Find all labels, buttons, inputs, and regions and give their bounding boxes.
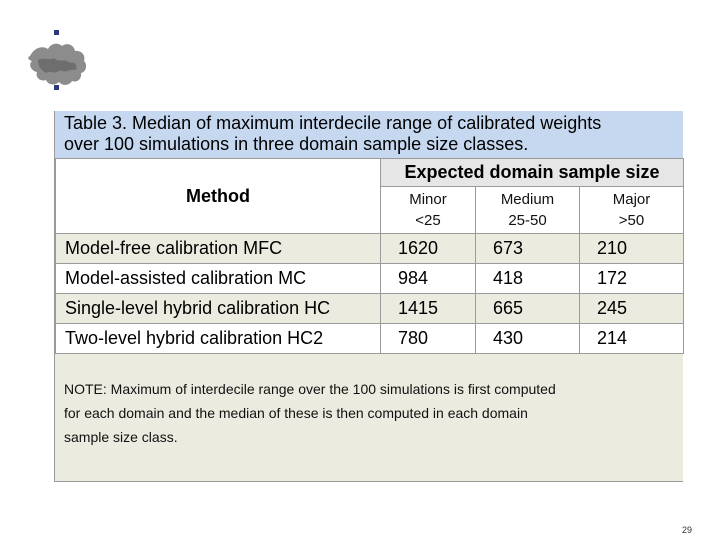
table-note: [64, 377, 674, 449]
column-header-minor: [381, 187, 476, 234]
note-line-3: sample size class.: [64, 429, 178, 445]
value-cell: 418: [476, 264, 580, 294]
method-cell: Model-assisted calibration MC: [56, 264, 381, 294]
method-header: Method: [56, 159, 381, 234]
value-cell: 172: [580, 264, 684, 294]
table-row: [56, 234, 684, 264]
table-row: [56, 294, 684, 324]
value-cell: 245: [580, 294, 684, 324]
caption-line-1: Table 3. Median of maximum interdecile range of calibrated weights: [64, 113, 602, 133]
table-panel: [54, 111, 683, 482]
method-cell: Two-level hybrid calibration HC2: [56, 324, 381, 354]
page-number: 29: [682, 525, 693, 535]
column-range: <25: [415, 212, 441, 229]
table-row: [56, 324, 684, 354]
column-range: 25-50: [508, 212, 547, 229]
value-cell: 1620: [381, 234, 476, 264]
column-name: Medium: [500, 191, 555, 208]
caption-line-2: over 100 simulations in three domain sample size classes.: [64, 134, 529, 154]
note-line-2: for each domain and the median of these is then computed in each domain: [64, 405, 528, 421]
note-line-1: NOTE: Maximum of interdecile range over the 100 simulations is first computed: [64, 381, 556, 397]
column-header-medium: [476, 187, 580, 234]
column-range: >50: [618, 212, 645, 229]
value-cell: 210: [580, 234, 684, 264]
value-cell: 673: [476, 234, 580, 264]
expected-size-header: Expected domain sample size: [381, 159, 684, 187]
value-cell: 780: [381, 324, 476, 354]
method-cell: Single-level hybrid calibration HC: [56, 294, 381, 324]
value-cell: 1415: [381, 294, 476, 324]
value-cell: 665: [476, 294, 580, 324]
table-row: [56, 264, 684, 294]
value-cell: 214: [580, 324, 684, 354]
column-name: Minor: [409, 191, 447, 208]
table-caption: [55, 111, 683, 158]
value-cell: 984: [381, 264, 476, 294]
value-cell: 430: [476, 324, 580, 354]
method-cell: Model-free calibration MFC: [56, 234, 381, 264]
results-table: [55, 158, 684, 354]
column-header-major: [580, 187, 684, 234]
university-logo-icon: [24, 30, 90, 98]
column-name: Major: [612, 191, 651, 208]
